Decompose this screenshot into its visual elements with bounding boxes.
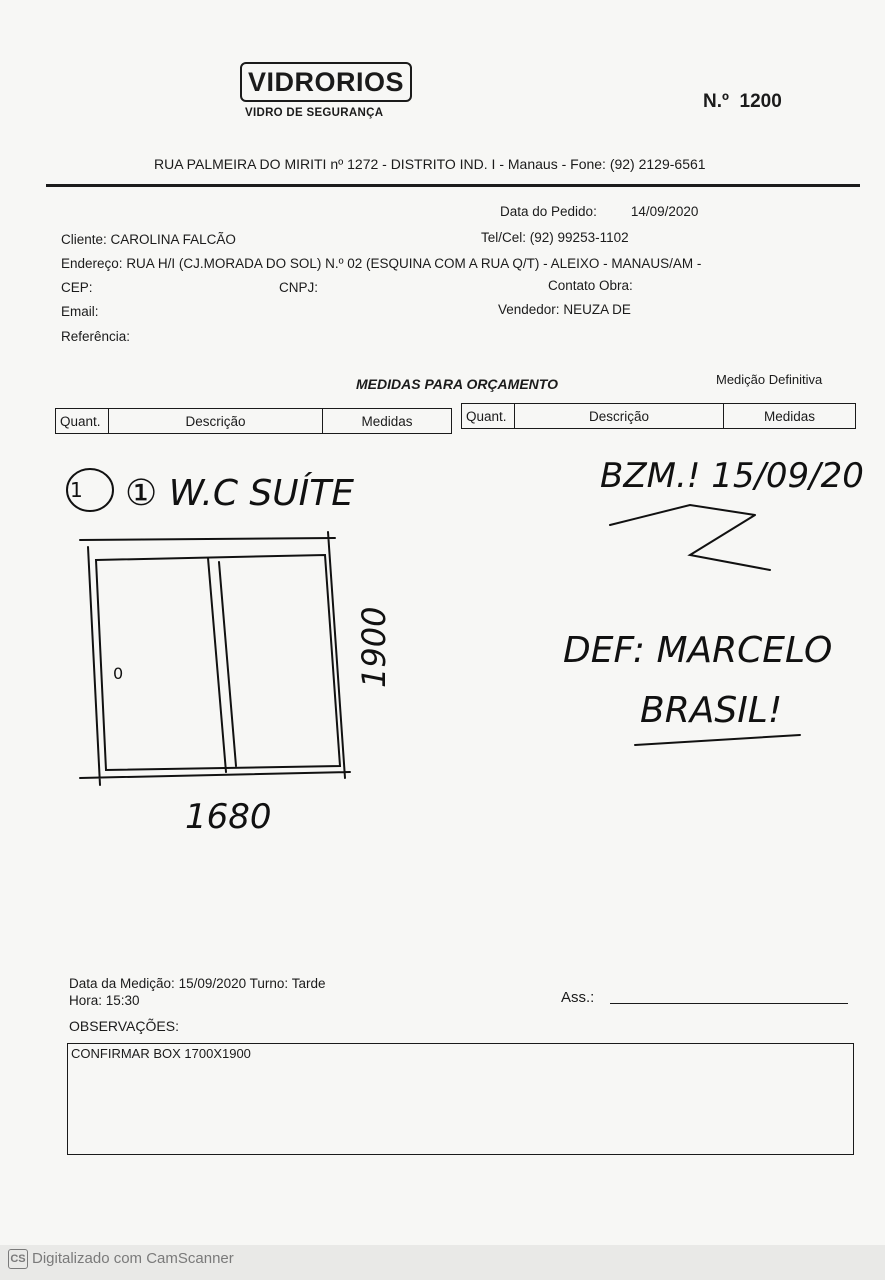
company-address: RUA PALMEIRA DO MIRITI nº 1272 - DISTRITO IND. I - Manaus - Fone: (92) 2129-6561 — [154, 156, 706, 172]
cep-label: CEP: — [61, 280, 93, 295]
scanner-watermark — [8, 1249, 234, 1269]
time-value: 15:30 — [105, 993, 140, 1008]
z-mark — [610, 505, 770, 570]
def-note-2: BRASIL! — [640, 690, 783, 731]
measure-date-value: 15/09/2020 — [178, 976, 247, 991]
logo-text: VIDRORIOS — [247, 67, 405, 97]
phone-value: (92) 99253-1102 — [529, 230, 629, 245]
email-label: Email: — [61, 304, 99, 319]
measure-date-field: Data da Medição: 15/09/2020 Turno: Tarde — [69, 976, 326, 991]
reference-label: Referência: — [61, 329, 131, 344]
measurement-mode: Medição Definitiva — [716, 372, 823, 387]
seller-value: NEUZA DE — [563, 302, 631, 317]
signature-line — [610, 1003, 848, 1004]
frame-inner — [96, 555, 340, 770]
item-number: 1 — [70, 478, 83, 502]
date-note: BZM.! 15/09/20 — [600, 456, 864, 496]
observations-box — [67, 1043, 854, 1155]
col-measures: Medidas — [323, 409, 452, 434]
client-field: Cliente: CAROLINA FALCÃO — [61, 232, 236, 247]
time-field: Hora: 15:30 — [69, 993, 140, 1008]
height-dimension: 1900 — [355, 606, 393, 688]
order-date-value: 14/09/2020 — [630, 204, 699, 219]
order-number: N.º 1200 — [703, 91, 782, 112]
cnpj-label: CNPJ: — [279, 280, 319, 295]
item-label: ① W.C SUÍTE — [125, 473, 354, 514]
site-contact-label: Contato Obra: — [548, 278, 633, 293]
def-note: DEF: MARCELO — [563, 630, 833, 671]
section-title: MEDIDAS PARA ORÇAMENTO — [356, 376, 558, 392]
signature-label: Ass.: — [561, 989, 595, 1006]
col-description: Descrição — [515, 404, 724, 429]
width-dimension: 1680 — [185, 797, 272, 837]
phone-field: Tel/Cel: (92) 99253-1102 — [481, 230, 629, 245]
address-field: Endereço: RUA H/I (CJ.MORADA DO SOL) N.º 02 (ESQUINA COM A RUA Q/T) - ALEIXO - MANAUS/AM - — [61, 256, 702, 271]
order-number-value: 1200 — [739, 91, 782, 112]
frame-outer — [80, 532, 350, 785]
col-quantity: Quant. — [462, 404, 515, 429]
address-value: RUA H/I (CJ.MORADA DO SOL) N.º 02 (ESQUINA COM A RUA Q/T) - ALEIXO - MANAUS/AM - — [126, 256, 702, 271]
watermark-text: Digitalizado com CamScanner — [32, 1249, 234, 1267]
panel-divider — [208, 558, 236, 772]
shift-value: Tarde — [291, 976, 326, 991]
seller-field: Vendedor: NEUZA DE — [498, 302, 631, 317]
col-quantity: Quant. — [56, 409, 109, 434]
order-date-field: Data do Pedido: 14/09/2020 — [500, 204, 699, 219]
note-underline — [635, 735, 800, 745]
observations-label: OBSERVAÇÕES: — [69, 1018, 179, 1034]
camscanner-icon: CS — [8, 1249, 28, 1269]
col-measures: Medidas — [724, 404, 856, 429]
observations-text: CONFIRMAR BOX 1700X1900 — [71, 1046, 251, 1061]
client-name: CAROLINA FALCÃO — [110, 232, 236, 247]
door-handle-mark: 0 — [113, 664, 124, 683]
col-description: Descrição — [109, 409, 323, 434]
logo-tagline: VIDRO DE SEGURANÇA — [245, 107, 384, 119]
